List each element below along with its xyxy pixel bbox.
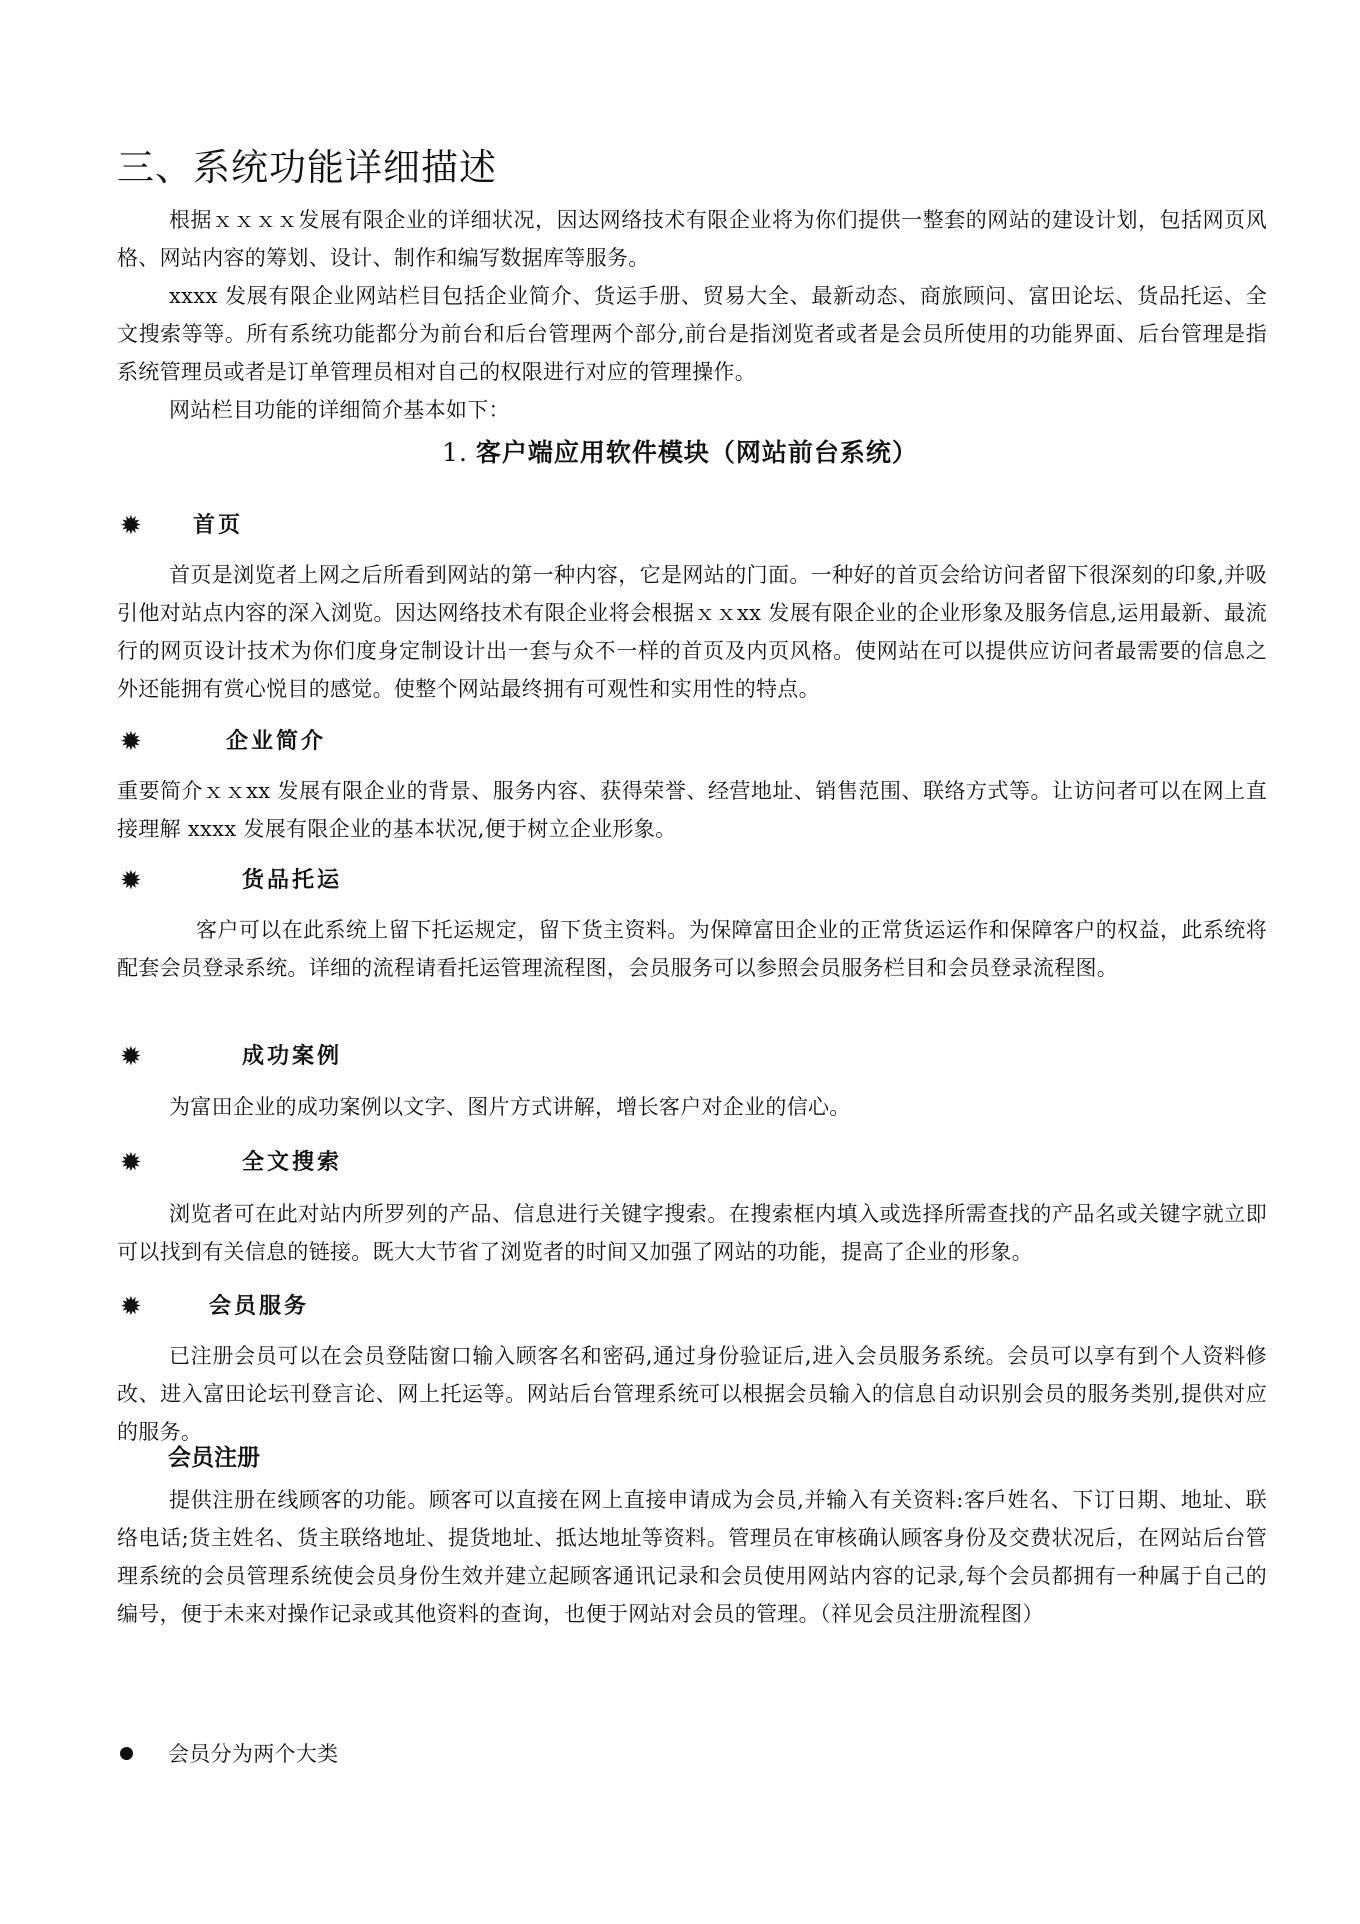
section-heading-cargo-shipping (120, 861, 720, 901)
section-heading-label: 会员服务 (209, 1294, 310, 1319)
star-bullet-icon: ✹ (120, 1148, 142, 1178)
intro-paragraph-2: xxxx 发展有限企业网站栏目包括企业简介、货运手册、贸易大全、最新动态、商旅顾问、富田论坛、货品托运、全文搜索等等。所有系统功能都分为前台和后台管理两个部分,前台是指浏览者或者是会员所使用的功能界面、后台管理是指系统管理员或者是订单管理员相对自己的权限进行对应的管理操作。 (117, 284, 1267, 384)
section-heading-label: 首页 (193, 513, 244, 538)
section-text-cargo-shipping: 客户可以在此系统上留下托运规定，留下货主资料。为保障富田企业的正常货运运作和保障客户的权益，此系统将配套会员登录系统。详细的流程请看托运管理流程图，会员服务可以参照会员服务栏目和会员登录流程图。 (117, 918, 1267, 980)
intro-paragraph-3: 网站栏目功能的详细简介基本如下： (169, 398, 510, 422)
module-heading (0, 433, 1360, 469)
star-bullet-icon: ✹ (120, 1292, 142, 1322)
module-title: 客户端应用软件模块（网站前台系统） (475, 438, 918, 467)
member-register-text: 提供注册在线顾客的功能。顾客可以直接在网上直接申请成为会员,并输入有关资料:客戶姓名、下订日期、地址、联络电话;货主姓名、货主联络地址、提货地址、抵达地址等资料。管理员在审核确认顾客身份及交费状况后，在网站后台管理系统的会员管理系统使会员身份生效并建立起顾客通讯记录和会员使用网站内容的记录,每个会员都拥有一种属于自己的编号，便于未来对操作记录或其他资料的查询，也便于网站对会员的管理。（祥见会员注册流程图） (117, 1488, 1267, 1626)
section-heading-home (120, 506, 720, 546)
section-text-home: 首页是浏览者上网之后所看到网站的第一种内容，它是网站的门面。一种好的首页会给访问者留下很深刻的印象,并吸引他对站点内容的深入浏览。因达网络技术有限企业将会根据ｘｘxx 发展有限企业的企业形象及服务信息,运用最新、最流行的网页设计技术为你们度身定制设计出一套与众不一样的首页及内页风格。使网站在可以提供应访问者最需要的信息之外还能拥有赏心悦目的感觉。使整个网站最终拥有可观性和实用性的特点。 (117, 563, 1267, 701)
section-heading-success-cases (120, 1037, 720, 1077)
section-text-success-cases: 为富田企业的成功案例以文字、图片方式讲解，增长客户对企业的信心。 (169, 1095, 851, 1119)
section-text-full-text-search: 浏览者可在此对站内所罗列的产品、信息进行关键字搜索。在搜索框内填入或选择所需查找的产品名或关键字就立即可以找到有关信息的链接。既大大节省了浏览者的时间又加强了网站的功能，提高了企业的形象。 (117, 1202, 1267, 1264)
section-heading-full-text-search (120, 1143, 720, 1183)
section-heading-label: 企业简介 (226, 729, 327, 754)
bullet-text: 会员分为两个大类 (168, 1742, 339, 1766)
member-register-heading: 会员注册 (168, 1444, 260, 1471)
section-heading-label: 成功案例 (242, 1044, 343, 1069)
star-bullet-icon: ✹ (120, 511, 142, 541)
section-heading-label: 货品托运 (242, 868, 343, 893)
section-text-member-services: 已注册会员可以在会员登陆窗口输入顾客名和密码,通过身份验证后,进入会员服务系统。会员可以享有到个人资料修改、进入富田论坛刊登言论、网上托运等。网站后台管理系统可以根据会员输入的信息自动识别会员的服务类别,提供对应的服务。 (117, 1344, 1267, 1444)
section-heading-company-profile (120, 722, 720, 762)
bullet-dot-icon (120, 1747, 133, 1760)
page-title: 三、系统功能详细描述 (117, 146, 497, 189)
section-heading-label: 全文搜索 (242, 1150, 343, 1175)
module-number: 1. (442, 438, 468, 467)
star-bullet-icon: ✹ (120, 1042, 142, 1072)
intro-paragraph-1: 根据ｘｘｘｘ发展有限企业的详细状况，因达网络技术有限企业将为你们提供一整套的网站的建设计划，包括网页风格、网站内容的筹划、设计、制作和编写数据库等服务。 (117, 208, 1267, 270)
section-text-company-profile: 重要简介ｘｘxx 发展有限企业的背景、服务内容、获得荣誉、经营地址、销售范围、联络方式等。让访问者可以在网上直接理解 xxxx 发展有限企业的基本状况,便于树立企业形象。 (117, 779, 1267, 841)
star-bullet-icon: ✹ (120, 866, 142, 896)
section-heading-member-services (120, 1287, 720, 1327)
star-bullet-icon: ✹ (120, 727, 142, 757)
